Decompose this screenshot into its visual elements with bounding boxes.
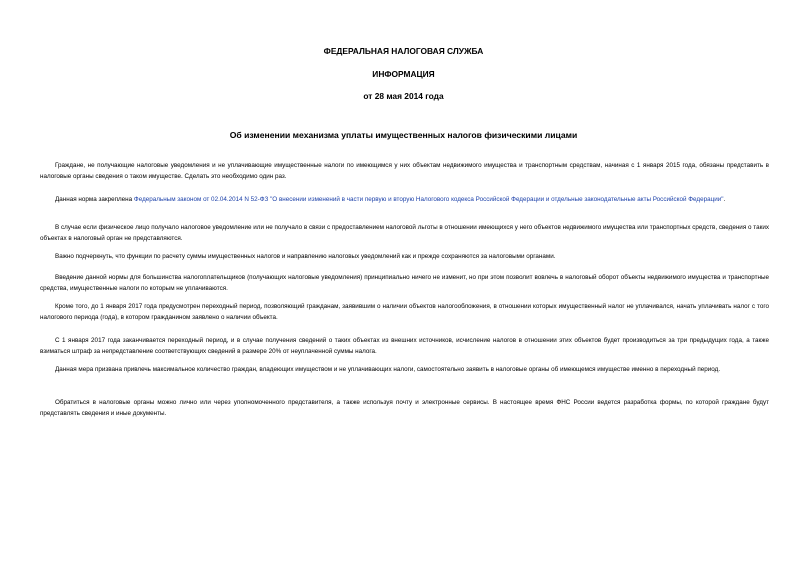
paragraph-7: С 1 января 2017 года заканчивается переходный период, и в случае получения сведений о таких объектах из внешних источников, исчисление налогов в отношении этих объектов будет производиться за три предыдущих года, а также взиматься штраф за непредставление соответствующих сведений в размере 20% от неуплаченной суммы налога.	[40, 337, 769, 355]
paragraph-5: Введение данной нормы для большинства налогоплательщиков (получающих налоговые уведомления) принципиально ничего не изменит, но при этом позволит вовлечь в налоговый оборот объекты недвижимого имущества и транспортные средства, имущественные налоги по которым не уплачиваются.	[40, 274, 769, 292]
federal-law-link[interactable]: Федеральным законом от 02.04.2014 N 52-ФЗ "О внесении изменений в части первую и вторую Налогового кодекса Российской Федерации и отдельные законодательные акты Российской Федерации"	[133, 196, 724, 203]
paragraph-9: Обратиться в налоговые органы можно лично или через уполномоченного представителя, а также используя почту и электронные сервисы. В настоящее время ФНС России ведется разработка формы, по которой граждане будут представлять сведения и иные документы.	[40, 399, 769, 417]
paragraph-2-suffix: .	[723, 196, 726, 203]
paragraph-3: В случае если физическое лицо получало налоговое уведомление или не получало в связи с предоставлением налоговой льготы в отношении имеющихся у него объектов недвижимого имущества или транспортных средств, сведения о таких объектах в налоговый орган не представляются.	[40, 224, 769, 242]
paragraph-2-prefix: Данная норма закреплена	[55, 196, 134, 203]
document-type-heading: ИНФОРМАЦИЯ	[372, 69, 435, 79]
paragraph-8: Данная мера призвана привлечь максимальное количество граждан, владеющих имуществом и не уплачивающих налоги, самостоятельно заявить в налоговые органы об имеющемся имуществе именно в переходный период.	[55, 366, 721, 373]
paragraph-2	[40, 194, 769, 205]
paragraph-6: Кроме того, до 1 января 2017 года предусмотрен переходный период, позволяющий гражданам, заявившим о наличии объектов налогообложения, в отношении которых имущественный налог не уплачивался, начать уплачивать налог с того налогового периода (года), в котором гражданином заявлено о наличии объекта.	[40, 303, 769, 321]
agency-heading: ФЕДЕРАЛЬНАЯ НАЛОГОВАЯ СЛУЖБА	[323, 46, 484, 56]
paragraph-4: Важно подчеркнуть, что функции по расчету суммы имущественных налогов и направлению налоговых уведомлений как и прежде сохраняются за налоговыми органами.	[55, 253, 556, 260]
document-title: Об изменении механизма уплаты имущественных налогов физическими лицами	[229, 130, 578, 140]
paragraph-1: Граждане, не получающие налоговые уведомления и не уплачивающие имущественные налоги по имеющимся у них объектам недвижимого имущества и транспортным средствам, начиная с 1 января 2015 года, обязаны представить в налоговые органы сведения о таком имуществе. Сделать это необходимо один раз.	[40, 162, 769, 180]
document-date: от 28 мая 2014 года	[363, 91, 444, 101]
